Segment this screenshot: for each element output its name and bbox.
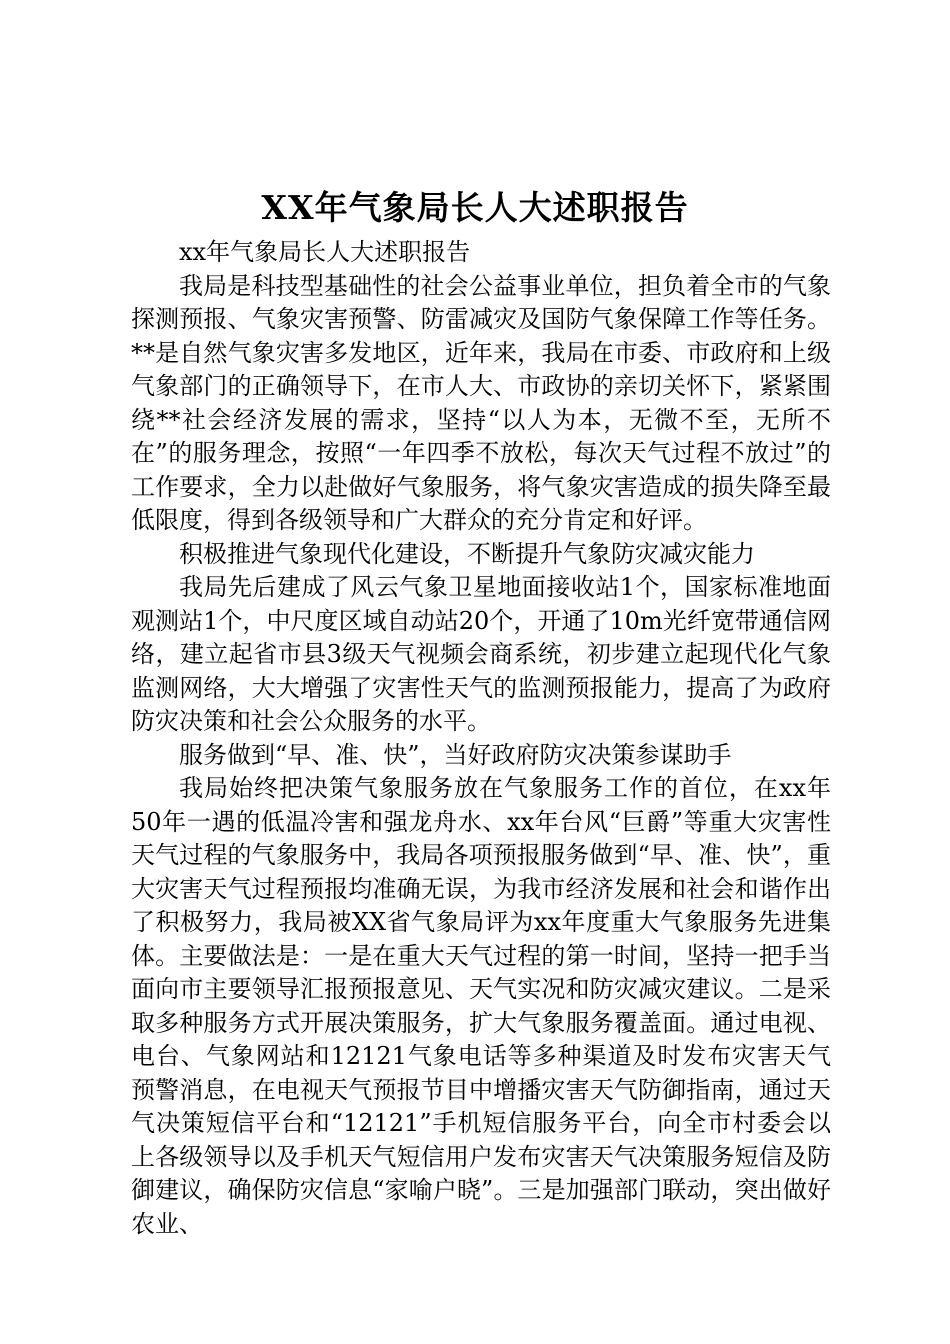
paragraph-subtitle: xx年气象局长人大述职报告 [179, 238, 471, 266]
paragraph-modernization: 我局先后建成了风云气象卫星地面接收站1个，国家标准地面观测站1个，中尺度区域自动站20个，开通了10m光纤宽带通信网络，建立起省市县3级天气视频会商系统，初步建立起现代化气象监测网络，大大增强了灾害性天气的监测预报能力，提高了为政府防灾决策和社会公众服务的水平。 [131, 573, 831, 735]
section-heading-modernization: 积极推进气象现代化建设，不断提升气象防灾减灾能力 [179, 539, 755, 568]
section-heading-service: 服务做到“早、准、快”，当好政府防灾决策参谋助手 [179, 740, 732, 769]
document-title: XX年气象局长人大述职报告 [261, 188, 689, 227]
paragraph-intro: 我局是科技型基础性的社会公益事业单位，担负着全市的气象探测预报、气象灾害预警、防雷减灾及国防气象保障工作等任务。**是自然气象灾害多发地区，近年来，我局在市委、市政府和上级气象部门的正确领导下，在市人大、市政协的亲切关怀下，紧紧围绕**社会经济发展的需求，坚持“以人为本，无微不至，无所不在”的服务理念，按照“一年四季不放松，每次天气过程不放过”的工作要求，全力以赴做好气象服务，将气象灾害造成的损失降至最低限度，得到各级领导和广大群众的充分肯定和好评。 [131, 271, 831, 534]
document-body [131, 236, 831, 1241]
paragraph-service: 我局始终把决策气象服务放在气象服务工作的首位，在xx年50年一遇的低温冷害和强龙舟水、xx年台风“巨爵”等重大灾害性天气过程的气象服务中，我局各项预报服务做到“早、准、快”，重大灾害天气过程预报均准确无误，为我市经济发展和社会和谐作出了积极努力，我局被XX省气象局评为xx年度重大气象服务先进集体。主要做法是：一是在重大天气过程的第一时间，坚持一把手当面向市主要领导汇报预报意见、天气实况和防灾减灾建议。二是采取多种服务方式开展决策服务，扩大气象服务覆盖面。通过电视、电台、气象网站和12121气象电话等多种渠道及时发布灾害天气预警消息，在电视天气预报节目中增播灾害天气防御指南，通过天气决策短信平台和“12121”手机短信服务平台，向全市村委会以上各级领导以及手机天气短信用户发布灾害天气决策服务短信及防御建议，确保防灾信息“家喻户晓”。三是加强部门联动，突出做好农业、 [131, 774, 831, 1238]
